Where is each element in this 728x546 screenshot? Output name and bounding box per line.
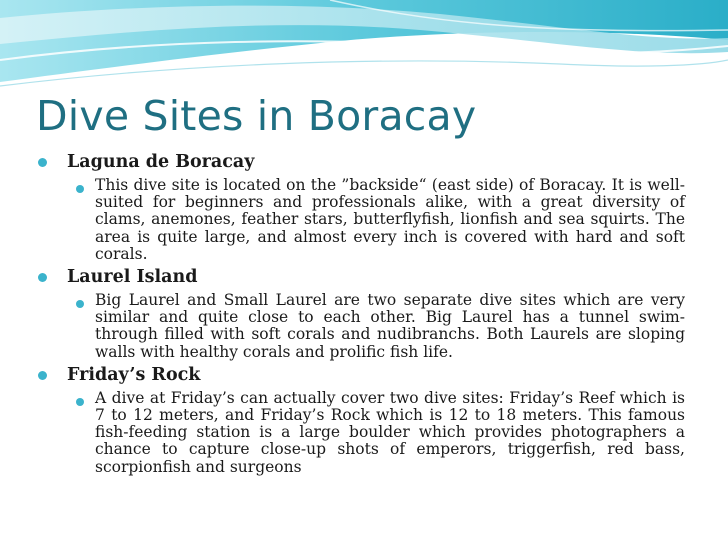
- sub-bullet-icon: [76, 300, 84, 308]
- header-wave-decoration: [0, 0, 728, 90]
- slide-title: Dive Sites in Boracay: [36, 92, 477, 140]
- sub-bullet-icon: [76, 398, 84, 406]
- site-name: Laguna de Boracay: [67, 152, 255, 172]
- site-description: A dive at Friday’s can actually cover two dive sites: Friday’s Reef which is 7 to 12 meters, and Friday’s Rock which is 12 to 18 meters. This famous fish-feeding station is a large boulder which provides photographers a chance to capture close-up shots of emperors, triggerfish, red bass, scorpionfish and surgeons: [95, 388, 685, 476]
- site-detail: [38, 390, 688, 476]
- site-detail: [38, 292, 688, 361]
- site-item-laurel: [38, 266, 688, 361]
- site-item-laguna: [38, 151, 688, 263]
- sub-bullet-icon: [76, 185, 84, 193]
- site-description: Big Laurel and Small Laurel are two separate dive sites which are very similar and quite close to each other. Big Laurel has a tunnel swim-through filled with soft corals and nudibranchs. Both Laurels are sloping walls with healthy corals and prolific fish life.: [95, 291, 685, 361]
- bullet-icon: [38, 273, 47, 282]
- site-name: Laurel Island: [67, 267, 198, 288]
- site-description: This dive site is located on the ”backside“ (east side) of Boracay. It is well-suited for beginners and professionals alike, with a great diversity of clams, anemones, feather stars, butterflyfish, lionfish and sea squirts. The area is quite large, and almost every inch is covered with hard and soft corals.: [95, 176, 685, 263]
- site-item-fridays-rock: [38, 364, 688, 476]
- site-name: Friday’s Rock: [67, 364, 201, 385]
- bullet-icon: [38, 371, 47, 380]
- site-detail: [38, 177, 688, 263]
- dive-site-list: [38, 151, 688, 479]
- bullet-icon: [38, 158, 47, 167]
